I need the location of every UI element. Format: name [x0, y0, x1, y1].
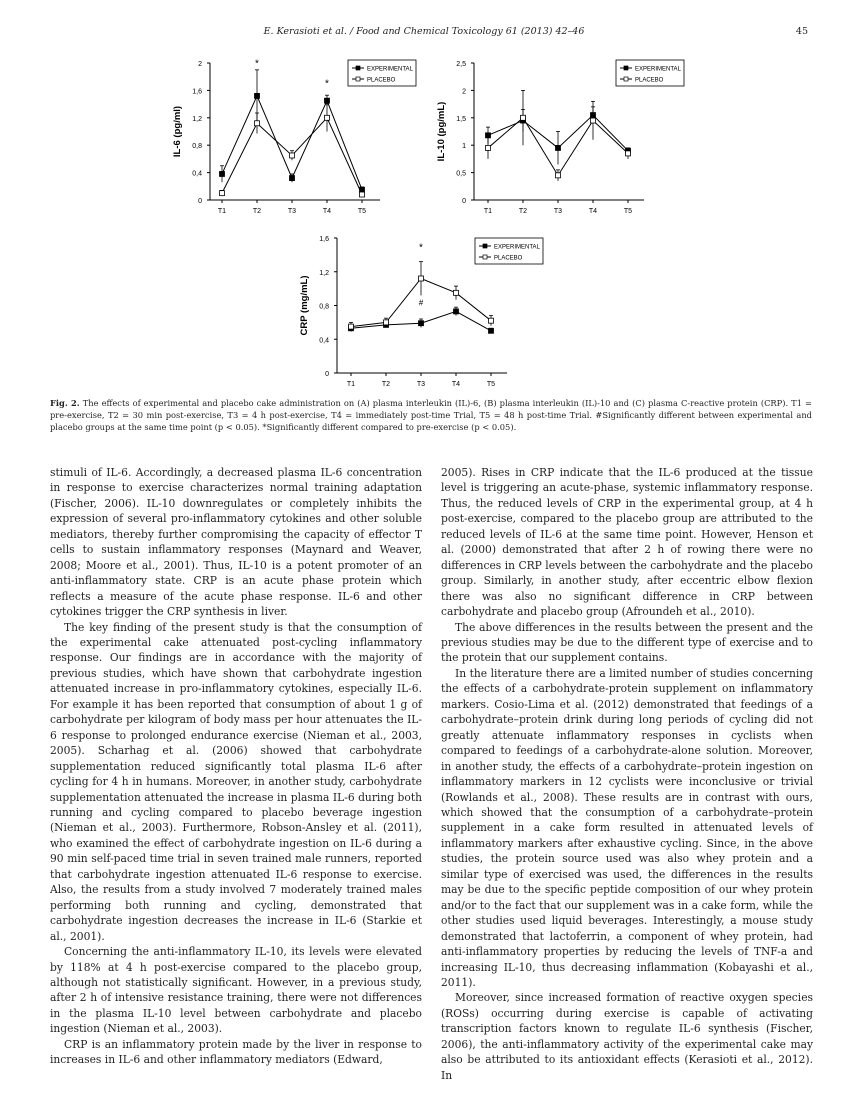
data-point-experimental — [255, 93, 260, 98]
paragraph: Moreover, since increased formation of reactive oxygen species (ROSs) occurring during exercise is capable of activating transcription factors known to regulate IL-6 synthesis (Fischer, 2006), the anti-inflammatory activity of the experimental cake may also be attributed to its antioxidant effects (Kerasioti et al., 2012). In — [441, 991, 813, 1082]
x-tick-label: T2 — [381, 381, 391, 388]
x-tick-label: T2 — [518, 208, 528, 215]
running-header — [0, 26, 848, 42]
y-tick-label: 0 — [198, 198, 202, 205]
data-point-placebo — [626, 151, 631, 156]
data-point-experimental — [290, 176, 295, 181]
y-tick-label: 2 — [462, 88, 466, 96]
page-number: 45 — [795, 26, 808, 37]
legend-label: EXPERIMENTAL — [635, 66, 681, 73]
data-point-placebo — [220, 191, 225, 196]
legend-label: EXPERIMENTAL — [494, 244, 540, 251]
data-point-placebo — [486, 145, 491, 150]
y-tick-label: 0 — [462, 198, 466, 205]
x-tick-label: T3 — [416, 381, 426, 388]
y-tick-label: 2 — [198, 61, 202, 68]
chart-il6 — [168, 52, 430, 222]
caption-text: The effects of experimental and placebo cake administration on (A) plasma interleukin (IL)-6, (B) plasma interleukin (IL)-10 and (C) plasma C-reactive protein (CRP). T1 = pre-exercise, T2 = 30 min post-exercise, T3 = 4 h post-exercise, T4 = immediately post-time Trial, T5 = 48 h post-time Trial. #Significantly different between experimental and placebo groups at the same time point (p < 0.05). *Significantly different compared to pre-exercise (p < 0.05). — [50, 398, 812, 432]
x-tick-label: T5 — [357, 208, 367, 215]
y-axis-label: IL-6 (pg/ml) — [172, 105, 183, 158]
x-tick-label: T4 — [588, 208, 598, 215]
data-point-experimental — [325, 98, 330, 103]
data-point-placebo — [591, 118, 596, 123]
paragraph: The key finding of the present study is that the consumption of the experimental cake attenuated post-cycling inflammatory response. Our findings are in accordance with the majority of previous studies, which have shown that carbohydrate ingestion attenuated increase in pro-inflammatory cytokines, especially IL-6. For example it has been reported that consumption of about 1 g of carbohydrate per kilogram of body mass per hour attenuates the IL-6 response to prolonged endurance exercise (Nieman et al., 2003, 2005). Scharhag et al. (2006) showed that carbohydrate supplementation reduced significantly total plasma IL-6 after cycling for 4 h in humans. Moreover, in another study, carbohydrate supplementation attenuated the increase in plasma IL-6 during both running and cycling compared to placebo beverage ingestion (Nieman et al., 2003). Furthermore, Robson-Ansley et al. (2011), who examined the effect of carbohydrate ingestion on IL-6 during a 90 min self-paced time trial in seven trained male runners, reported that carbohydrate ingestion attenuated IL-6 response to exercise. Also, the results from a study involved 7 moderately trained males performing both running and cycling, demonstrated that carbohydrate ingestion decreases the increase in IL-6 (Starkie et al., 2001). — [50, 620, 422, 943]
y-tick-label: 1,5 — [456, 115, 466, 123]
legend-label: PLACEBO — [494, 255, 523, 262]
data-point-experimental — [556, 145, 561, 150]
data-point-placebo — [419, 276, 424, 281]
body-column-right — [441, 465, 813, 1083]
significance-marker: # — [418, 298, 424, 308]
legend-label: PLACEBO — [367, 77, 396, 84]
x-tick-label: T5 — [623, 208, 633, 215]
y-tick-label: 0,8 — [319, 303, 329, 311]
legend-marker — [356, 77, 360, 81]
caption-label: Fig. 2. — [50, 398, 80, 408]
legend-marker — [356, 66, 360, 70]
x-tick-label: T1 — [217, 208, 227, 215]
data-point-experimental — [220, 171, 225, 176]
legend-label: PLACEBO — [635, 77, 664, 84]
data-point-experimental — [419, 321, 424, 326]
data-point-placebo — [255, 121, 260, 126]
paragraph: In the literature there are a limited number of studies concerning the effects of a carbohydrate-protein supplement on inflammatory markers. Cosio-Lima et al. (2012) demonstrated that feedings of a carbohydrate–protein drink during long periods of cycling did not greatly attenuate inflammatory responses in cyclists when compared to feedings of a carbohydrate-alone solution. Moreover, in another study, the effects of a carbohydrate–protein ingestion on inflammatory markers in 12 cyclists were inconclusive or trivial (Rowlands et al., 2008). These results are in contrast with ours, which showed that the consumption of a carbohydrate–protein supplement in a cake form resulted in attenuated levels of inflammatory markers after exhaustive cycling. Since, in the above studies, the protein source used was also whey protein and a similar type of exercised was used, the differences in the results may be due to the specific peptide composition of our whey protein and/or to the fact that our supplement was in a cake form, while the other studies used liquid beverages. Interestingly, a mouse study demonstrated that lactoferrin, a component of whey protein, had anti-inflammatory properties by reducing the levels of TNF-a and increasing IL-10, thus decreasing inflammation (Kobayashi et al., 2011). — [441, 666, 813, 989]
running-title: E. Kerasioti et al. / Food and Chemical Toxicology 61 (2013) 42–46 — [263, 26, 585, 37]
significance-marker: * — [419, 242, 423, 254]
data-point-placebo — [360, 192, 365, 197]
data-point-placebo — [349, 324, 354, 329]
data-point-placebo — [521, 115, 526, 120]
x-tick-label: T4 — [322, 208, 332, 215]
y-tick-label: 1,2 — [192, 115, 202, 123]
significance-marker: * — [255, 58, 259, 70]
chart-crp — [295, 228, 557, 390]
x-tick-label: T3 — [287, 208, 297, 215]
paragraph: 2005). Rises in CRP indicate that the IL-6 produced at the tissue level is triggering an acute-phase, systemic inflammatory response. Thus, the reduced levels of CRP in the experimental group, at 4 h post-exercise, compared to the placebo group are attributed to the reduced levels of IL-6 at the same time point. However, Henson et al. (2000) demonstrated that after 2 h of rowing there were no differences in CRP levels between the carbohydrate and the placebo group. Similarly, in another study, after eccentric elbow flexion there was also no significant difference in CRP between carbohydrate and placebo group (Afroundeh et al., 2010). — [441, 466, 813, 619]
data-point-placebo — [454, 290, 459, 295]
y-axis-label: CRP (mg/mL) — [299, 275, 310, 336]
x-tick-label: T1 — [346, 381, 356, 388]
legend-marker — [483, 255, 487, 259]
y-tick-label: 0,4 — [319, 337, 329, 345]
y-tick-label: 1,2 — [319, 269, 329, 277]
legend-marker — [624, 66, 628, 70]
y-tick-label: 0,8 — [192, 143, 202, 151]
data-point-experimental — [454, 309, 459, 314]
legend-label: EXPERIMENTAL — [367, 66, 413, 73]
y-tick-label: 0,5 — [456, 170, 466, 178]
x-tick-label: T5 — [486, 381, 496, 388]
y-tick-label: 1 — [462, 143, 466, 151]
significance-marker: * — [325, 78, 329, 90]
paragraph: The above differences in the results between the present and the previous studies may be due to the different type of exercise and to the protein that our supplement contains. — [441, 620, 813, 665]
data-point-placebo — [489, 318, 494, 323]
data-point-placebo — [290, 153, 295, 158]
x-tick-label: T4 — [451, 381, 461, 388]
legend-marker — [624, 77, 628, 81]
x-tick-label: T3 — [553, 208, 563, 215]
data-point-placebo — [556, 173, 561, 178]
paragraph: CRP is an inflammatory protein made by the liver in response to increases in IL-6 and other inflammatory mediators (Edward, — [50, 1037, 422, 1067]
y-tick-label: 0,4 — [192, 170, 202, 178]
y-tick-label: 1,6 — [319, 236, 329, 243]
y-axis-label: IL-10 (pg/mL) — [436, 101, 447, 162]
legend-marker — [483, 244, 487, 248]
y-tick-label: 1,6 — [192, 88, 202, 96]
y-tick-label: 2,5 — [456, 61, 466, 68]
paragraph: stimuli of IL-6. Accordingly, a decreased plasma IL-6 concentration in response to exercise characterizes normal training adaptation (Fischer, 2006). IL-10 downregulates or completely inhibits the expression of several pro-inflammatory cytokines and other soluble mediators, thereby further compromising the capacity of effector T cells to sustain inflammatory responses (Maynard and Weaver, 2008; Moore et al., 2001). Thus, IL-10 is a potent promoter of an anti-inflammatory state. CRP is an acute phase protein which reflects a measure of the acute phase response. IL-6 and other cytokines trigger the CRP synthesis in liver. — [50, 466, 422, 619]
data-point-placebo — [384, 320, 389, 325]
x-tick-label: T1 — [483, 208, 493, 215]
x-tick-label: T2 — [252, 208, 262, 215]
chart-il10 — [432, 52, 694, 222]
paragraph: Concerning the anti-inflammatory IL-10, its levels were elevated by 118% at 4 h post-exercise compared to the placebo group, although not statistically significant. However, in a previous study, after 2 h of intensive resistance training, there were not differences in the plasma IL-10 level between carbohydrate and placebo ingestion (Nieman et al., 2003). — [50, 945, 422, 1036]
figure-caption — [50, 397, 812, 433]
data-point-placebo — [325, 115, 330, 120]
data-point-experimental — [489, 328, 494, 333]
body-column-left — [50, 465, 422, 1068]
y-tick-label: 0 — [325, 371, 329, 378]
